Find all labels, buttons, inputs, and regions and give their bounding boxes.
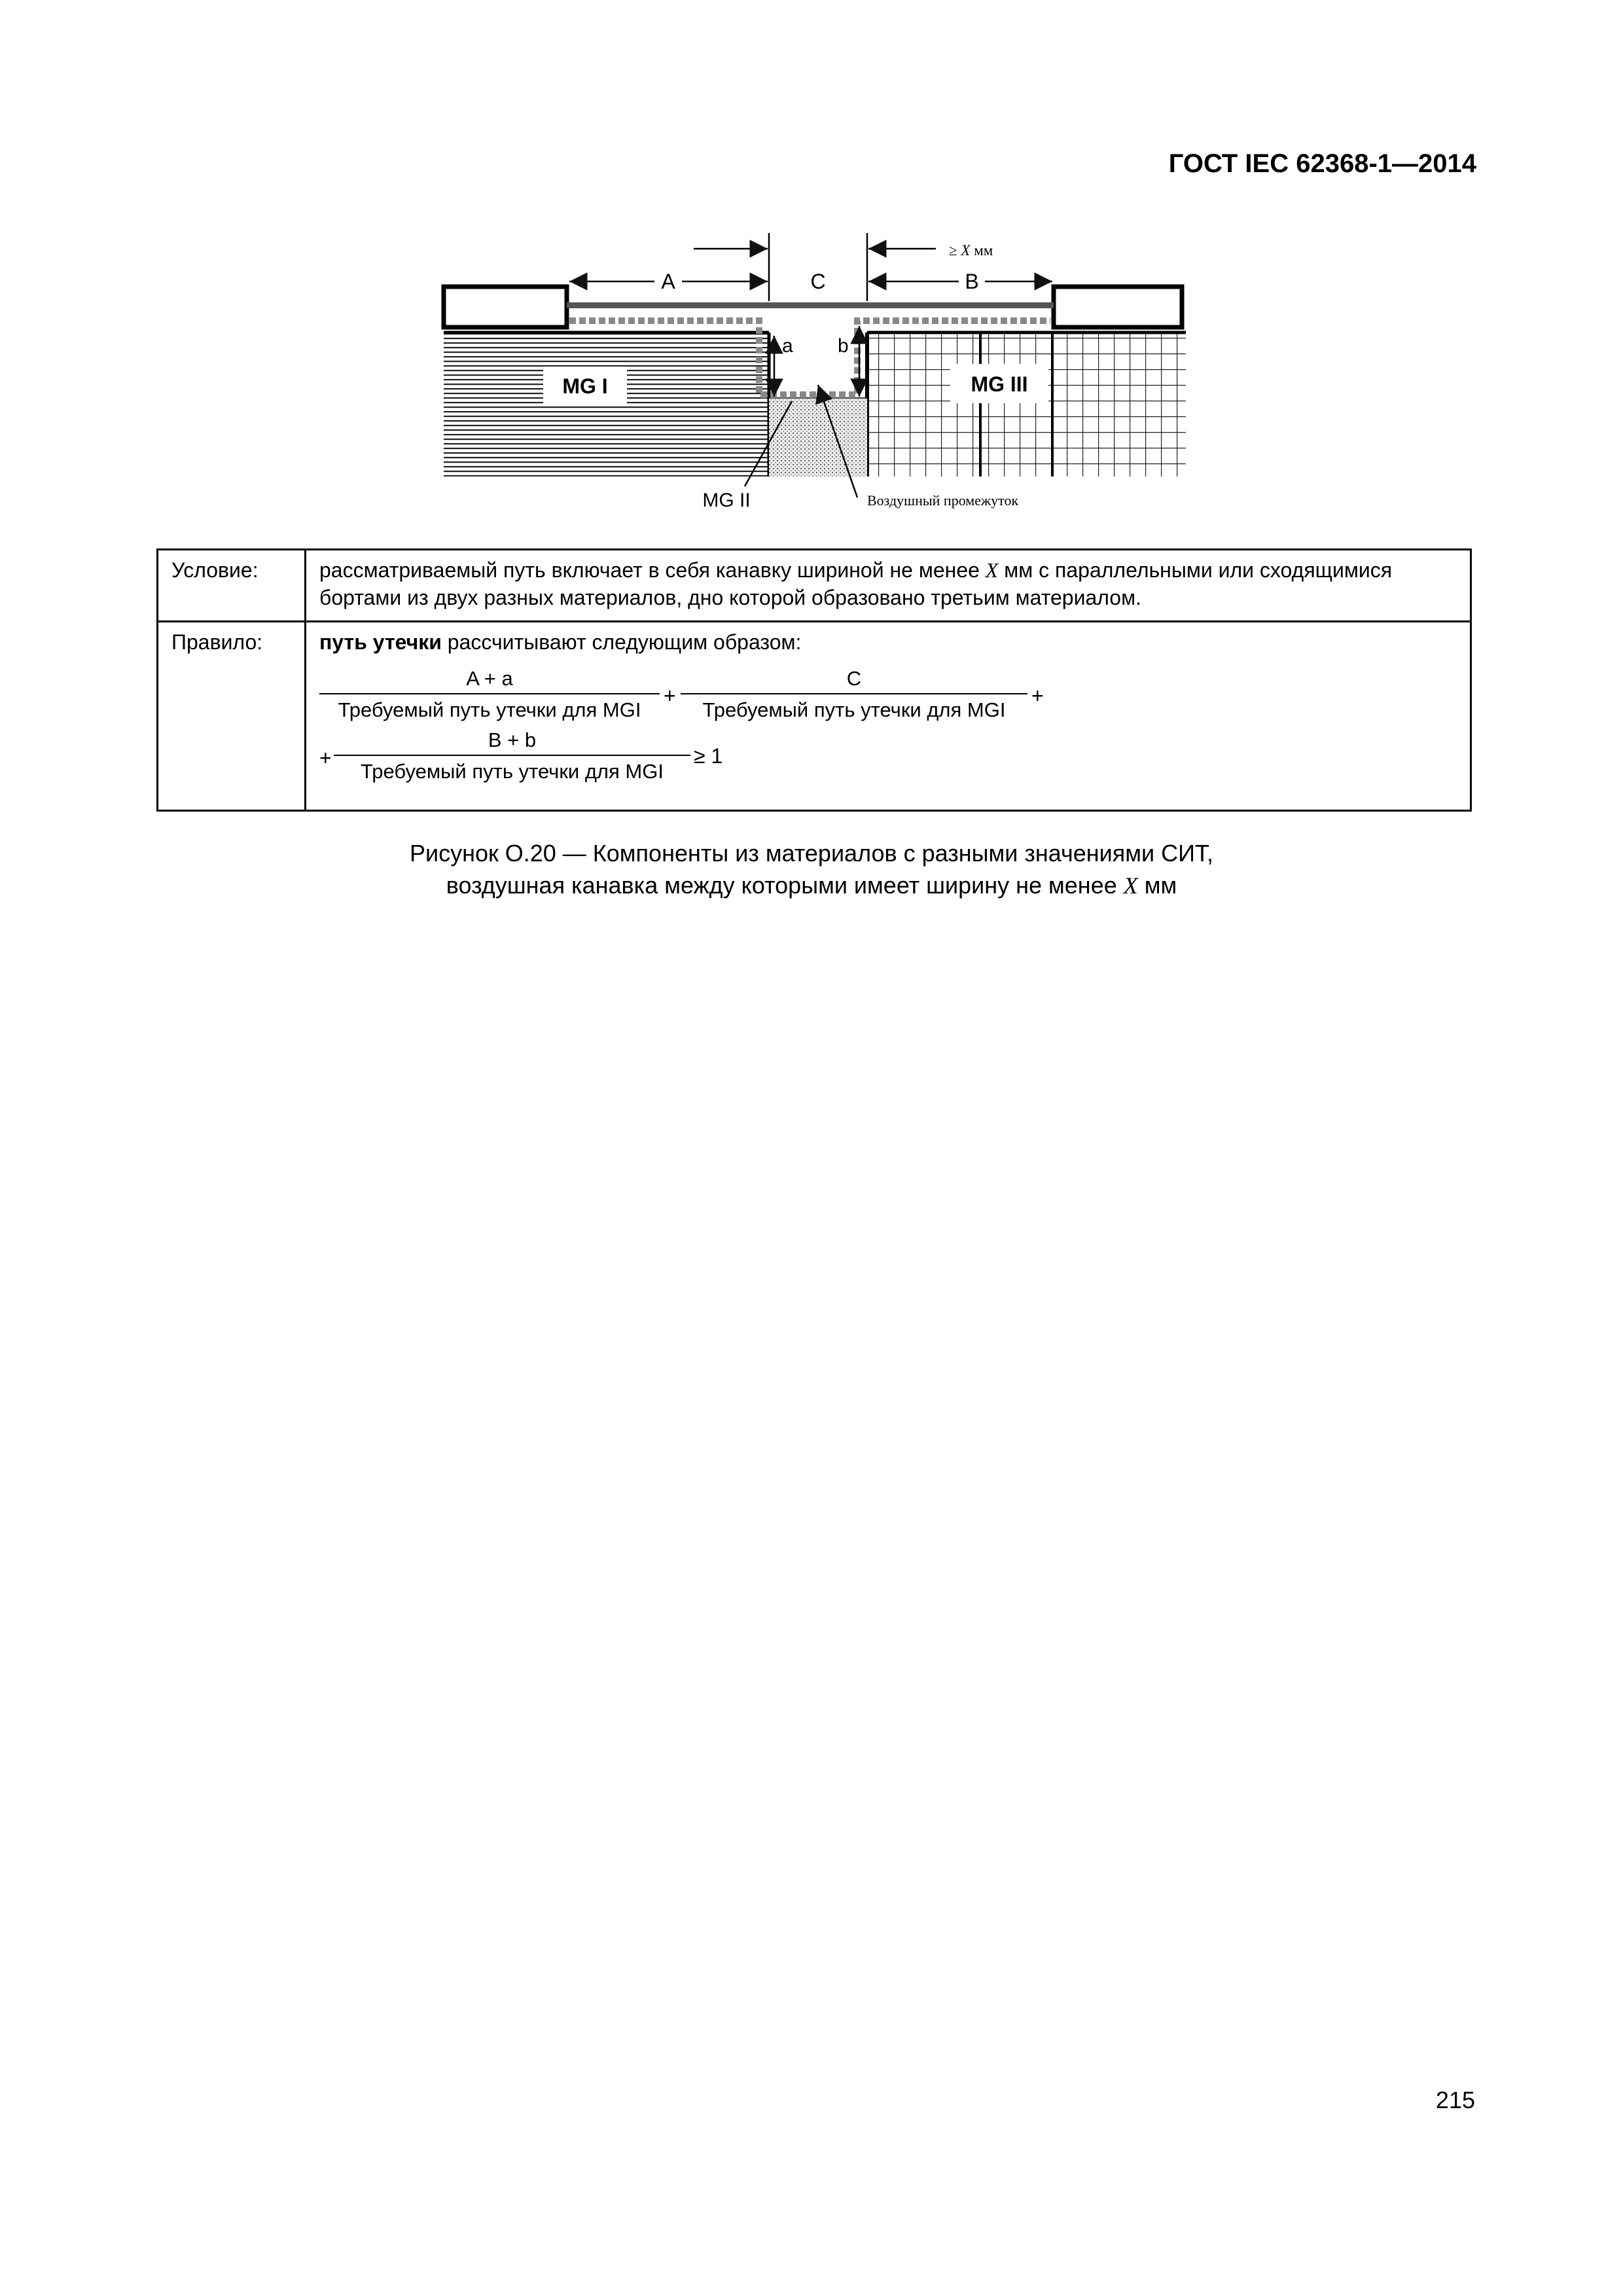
condition-text: рассматриваемый путь включает в себя канавку шириной не менее X мм с параллельными или сходящимися бортами из двух разных материалов, дно которой образовано третьим материалом. <box>306 550 1471 622</box>
rule-row <box>158 622 1471 811</box>
term1-fraction: A + a Требуемый путь утечки для MGI <box>319 666 660 724</box>
plus-1: + <box>664 683 676 708</box>
right-pad <box>1054 287 1182 327</box>
groove-diagram <box>438 228 1191 522</box>
rule-label: Правило: <box>158 622 306 811</box>
mg2-block <box>769 398 867 476</box>
air-gap-label: Воздушный промежуток <box>867 492 1019 509</box>
creepage-formula <box>319 666 1457 797</box>
rule-intro: путь утечки рассчитывают следующим образом: <box>319 630 802 655</box>
dim-a-small-label: a <box>782 335 793 357</box>
condition-rule-table <box>156 548 1472 812</box>
mg2-label: MG II <box>702 490 751 511</box>
plus-2: + <box>1031 683 1044 708</box>
figure-diagram <box>438 228 1191 522</box>
term3-fraction: B + b Требуемый путь утечки для MGI <box>334 727 690 785</box>
dim-c-label: C <box>810 270 826 293</box>
mg3-block <box>867 332 1186 476</box>
dim-b-small-label: b <box>838 335 849 357</box>
page-number: 215 <box>1435 2087 1475 2113</box>
document-id: ГОСТ IEC 62368-1—2014 <box>1168 149 1476 178</box>
svg-text:≥ X мм: ≥ X мм <box>949 242 993 259</box>
plus-3: + <box>319 745 332 770</box>
left-pad <box>444 287 567 327</box>
figure-caption: Рисунок О.20 — Компоненты из материалов с разными значениями СИТ, воздушная канавка между которыми имеет ширину не менее X мм <box>409 840 1214 899</box>
mg3-label: MG III <box>971 372 1028 396</box>
term2-fraction: C Требуемый путь утечки для MGI <box>681 666 1027 724</box>
condition-row <box>158 550 1471 622</box>
condition-label: Условие: <box>158 550 306 622</box>
dim-a-label: A <box>661 270 675 293</box>
result-geq-1: ≥ 1 <box>694 744 723 768</box>
rule-content <box>306 622 1471 811</box>
dim-b-label: B <box>965 270 979 293</box>
mg1-label: MG I <box>562 374 608 398</box>
